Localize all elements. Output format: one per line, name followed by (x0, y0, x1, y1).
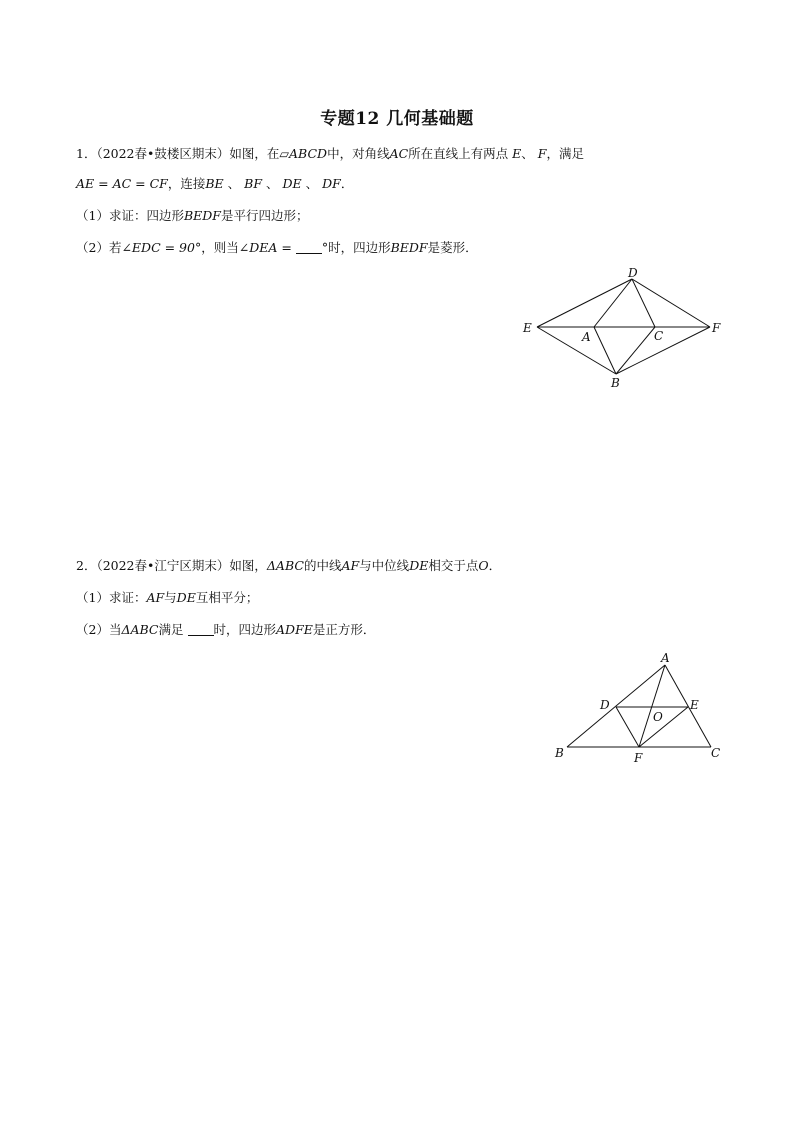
q1-sep: 、 (521, 146, 534, 161)
q2-part2 (76, 622, 375, 638)
line-df (616, 707, 639, 747)
q2-p1-mid: 与 (164, 590, 177, 605)
label-f: F (634, 751, 643, 765)
line-eb (537, 327, 616, 374)
q1-stem-line2 (76, 176, 353, 192)
label-b: B (555, 746, 564, 760)
line-ef (639, 707, 688, 747)
q2-p1-af: AF (146, 590, 165, 605)
q1-text: 所在直线上有两点 (408, 146, 509, 161)
label-c: C (654, 329, 664, 343)
label-f: F (712, 321, 721, 335)
q1-ac: AC (389, 146, 409, 161)
label-e: E (523, 321, 532, 335)
q2-p2-mid: 满足 (158, 622, 184, 637)
parallelogram-symbol: ▱ (279, 146, 290, 161)
label-d: D (600, 698, 610, 712)
q1-bf: BF (244, 176, 262, 191)
label-a: A (661, 651, 670, 665)
q1-text: ，满足 (546, 146, 584, 161)
q1-p2-quad: BEDF (390, 240, 428, 255)
q2-p1-label: （1）求证： (76, 590, 147, 605)
page-title: 专题12 几何基础题 (320, 109, 474, 129)
q2-af: AF (341, 558, 360, 573)
q1-abcd: ABCD (289, 146, 328, 161)
label-b: B (611, 376, 620, 390)
q2-p1-tail: 互相平分； (195, 590, 259, 605)
q2-p2-label: （2）当 (76, 622, 122, 637)
q1-text: 如图，在 (229, 146, 280, 161)
q1-part1 (76, 208, 309, 224)
line-cb (616, 327, 655, 374)
q1-df: DF (322, 176, 341, 191)
label-a: A (582, 330, 591, 344)
q1-be: BE (205, 176, 224, 191)
line-af (639, 665, 665, 747)
q2-text: 的中线 (303, 558, 342, 573)
q1-e: E (512, 146, 522, 161)
q2-o: O (478, 558, 489, 573)
q1-de: DE (282, 176, 302, 191)
q1-p1-quad: BEDF (183, 208, 221, 223)
q1-number: 1． (76, 146, 97, 161)
q2-period: ． (488, 558, 502, 573)
q2-answer-blank[interactable] (188, 623, 214, 636)
q1-sep: 、 (265, 176, 279, 191)
q1-period: ． (340, 176, 354, 191)
q1-p2-tail: 时，四边形 (328, 240, 391, 255)
q1-sep: 、 (227, 176, 241, 191)
q2-figure (545, 645, 735, 770)
line-da (594, 279, 632, 327)
q2-source: （2022春•江宁区期末） (96, 558, 230, 573)
q1-text: 中，对角线 (327, 146, 390, 161)
q2-p2-quad: ADFE (276, 622, 313, 637)
line-ed (537, 279, 632, 327)
q2-text: 相交于点 (428, 558, 479, 573)
q1-p2-mid: ，则当 (201, 240, 239, 255)
q2-p1-de: DE (176, 590, 196, 605)
q1-sep: 、 (305, 176, 319, 191)
line-ac (665, 665, 711, 747)
label-d: D (628, 266, 638, 280)
q1-f: F (537, 146, 547, 161)
q1-answer-blank[interactable] (296, 241, 322, 254)
q2-text: 如图， (229, 558, 267, 573)
line-ab (567, 665, 665, 747)
q2-text: 与中位线 (359, 558, 410, 573)
q1-source: （2022春•鼓楼区期末） (96, 146, 230, 161)
q1-equality: AE = AC = CF (76, 176, 168, 191)
q2-number: 2． (76, 558, 97, 573)
label-o: O (653, 710, 663, 724)
q1-degree: ° (321, 240, 329, 255)
q1-p1-label: （1）求证：四边形 (76, 208, 184, 223)
q2-p2-tri: ΔABC (121, 622, 159, 637)
q2-stem (76, 558, 501, 574)
label-c: C (711, 746, 721, 760)
q1-stem-line1 (76, 146, 584, 162)
q1-p2-label: （2）若 (76, 240, 122, 255)
q1-p2-angle2: ∠DEA = (238, 240, 292, 255)
q2-tri: ΔABC (266, 558, 304, 573)
q1-p2-angle1: ∠EDC = 90° (121, 240, 202, 255)
q1-figure (500, 260, 740, 395)
q1-p1-tail: 是平行四边形； (220, 208, 309, 223)
q1-part2 (76, 240, 478, 256)
label-e: E (690, 698, 699, 712)
q1-p2-tail: 是菱形． (427, 240, 478, 255)
q2-p2-tail: 时，四边形 (213, 622, 277, 637)
q2-part1 (76, 590, 258, 606)
q2-de: DE (409, 558, 429, 573)
q2-p2-tail: 是正方形． (312, 622, 376, 637)
q1-text: ，连接 (167, 176, 206, 191)
